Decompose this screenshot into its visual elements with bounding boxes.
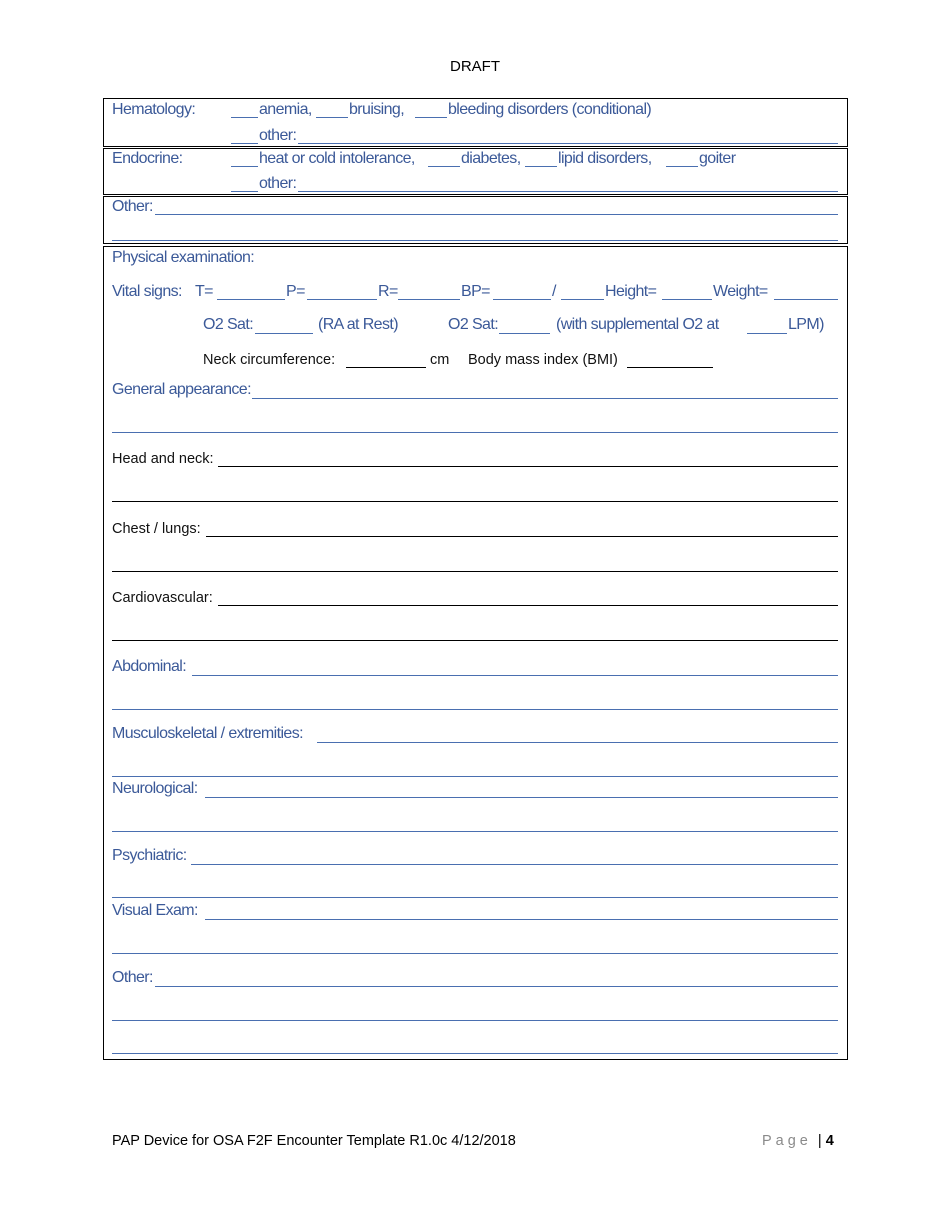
draft-header: DRAFT	[450, 58, 500, 75]
head-neck-label: Head and neck:	[112, 451, 214, 467]
physical-other-field-3[interactable]	[112, 1053, 838, 1054]
goiter-blank[interactable]	[666, 166, 698, 167]
physical-other-field-2[interactable]	[112, 1020, 838, 1021]
neck-label: Neck circumference:	[203, 352, 336, 368]
psychiatric-field-2[interactable]	[112, 897, 838, 898]
respiration-field[interactable]	[398, 299, 460, 300]
other-field-1[interactable]	[155, 214, 838, 215]
endocrine-other-label: other:	[259, 175, 297, 192]
height-label: Height=	[605, 283, 657, 300]
footer-page-number	[762, 1133, 834, 1149]
o2-rest-field[interactable]	[255, 333, 313, 334]
height-field[interactable]	[662, 299, 712, 300]
pulse-field[interactable]	[307, 299, 377, 300]
bmi-field[interactable]	[627, 367, 713, 368]
bruising-label: bruising,	[349, 101, 405, 118]
respiration-label: R=	[378, 283, 398, 300]
o2-supp-label: O2 Sat:	[448, 316, 499, 333]
physical-exam-title: Physical examination:	[112, 249, 255, 266]
page-separator: |	[817, 1133, 822, 1149]
musculoskeletal-field-1[interactable]	[317, 742, 838, 743]
hematology-other-check[interactable]	[231, 143, 258, 144]
lipid-label: lipid disorders,	[558, 150, 652, 167]
musculoskeletal-label: Musculoskeletal / extremities:	[112, 725, 303, 742]
abdominal-label: Abdominal:	[112, 658, 187, 675]
chest-lungs-field-1[interactable]	[206, 536, 838, 537]
vital-signs-label: Vital signs:	[112, 283, 182, 300]
other-section	[103, 196, 848, 244]
abdominal-field-2[interactable]	[112, 709, 838, 710]
o2-rest-label: O2 Sat:	[203, 316, 254, 333]
bp-label: BP=	[461, 283, 490, 300]
bmi-label: Body mass index (BMI)	[468, 352, 618, 368]
hematology-other-field[interactable]	[298, 143, 838, 144]
bp-separator: /	[552, 283, 556, 300]
visual-exam-label: Visual Exam:	[112, 902, 198, 919]
bp-systolic-field[interactable]	[493, 299, 551, 300]
goiter-label: goiter	[699, 150, 736, 167]
weight-field[interactable]	[774, 299, 838, 300]
head-neck-field-2[interactable]	[112, 501, 838, 502]
bleeding-blank[interactable]	[415, 117, 447, 118]
lpm-label: LPM)	[788, 316, 824, 333]
chest-lungs-label: Chest / lungs:	[112, 521, 201, 537]
footer-template-info: PAP Device for OSA F2F Encounter Template R1.0c 4/12/2018	[112, 1133, 516, 1149]
general-appearance-field-2[interactable]	[112, 432, 838, 433]
diabetes-blank[interactable]	[428, 166, 460, 167]
chest-lungs-field-2[interactable]	[112, 571, 838, 572]
temperature-field[interactable]	[217, 299, 285, 300]
other-label: Other:	[112, 198, 153, 215]
temperature-label: T=	[195, 283, 213, 300]
psychiatric-field-1[interactable]	[191, 864, 838, 865]
cardiovascular-field-2[interactable]	[112, 640, 838, 641]
psychiatric-label: Psychiatric:	[112, 847, 187, 864]
visual-exam-field-1[interactable]	[205, 919, 838, 920]
cardiovascular-label: Cardiovascular:	[112, 590, 213, 606]
weight-label: Weight=	[713, 283, 768, 300]
anemia-label: anemia,	[259, 101, 312, 118]
abdominal-field-1[interactable]	[192, 675, 838, 676]
general-appearance-label: General appearance:	[112, 381, 251, 398]
o2-supp-suffix: (with supplemental O2 at	[556, 316, 719, 333]
heat-cold-label: heat or cold intolerance,	[259, 150, 415, 167]
musculoskeletal-field-2[interactable]	[112, 776, 838, 777]
hematology-label: Hematology:	[112, 101, 196, 118]
diabetes-label: diabetes,	[461, 150, 521, 167]
anemia-blank[interactable]	[231, 117, 258, 118]
endocrine-other-field[interactable]	[298, 191, 838, 192]
o2-rest-suffix: (RA at Rest)	[318, 316, 398, 333]
neurological-field-2[interactable]	[112, 831, 838, 832]
neck-unit: cm	[430, 352, 450, 368]
bruising-blank[interactable]	[316, 117, 348, 118]
hematology-other-label: other:	[259, 127, 297, 144]
other-field-2[interactable]	[112, 240, 838, 241]
physical-other-label: Other:	[112, 969, 153, 986]
lpm-field[interactable]	[747, 333, 787, 334]
pulse-label: P=	[286, 283, 305, 300]
neurological-label: Neurological:	[112, 780, 198, 797]
lipid-blank[interactable]	[525, 166, 557, 167]
cardiovascular-field-1[interactable]	[218, 605, 838, 606]
endocrine-label: Endocrine:	[112, 150, 183, 167]
o2-supp-field[interactable]	[499, 333, 550, 334]
page-num: 4	[825, 1133, 834, 1149]
physical-other-field-1[interactable]	[155, 986, 838, 987]
bleeding-label: bleeding disorders (conditional)	[448, 101, 652, 118]
head-neck-field-1[interactable]	[218, 466, 838, 467]
endocrine-other-check[interactable]	[231, 191, 258, 192]
general-appearance-field-1[interactable]	[252, 398, 838, 399]
heat-cold-blank[interactable]	[231, 166, 258, 167]
neurological-field-1[interactable]	[205, 797, 838, 798]
page-word: Page	[762, 1133, 812, 1149]
bp-diastolic-field[interactable]	[561, 299, 604, 300]
neck-field[interactable]	[346, 367, 426, 368]
visual-exam-field-2[interactable]	[112, 953, 838, 954]
